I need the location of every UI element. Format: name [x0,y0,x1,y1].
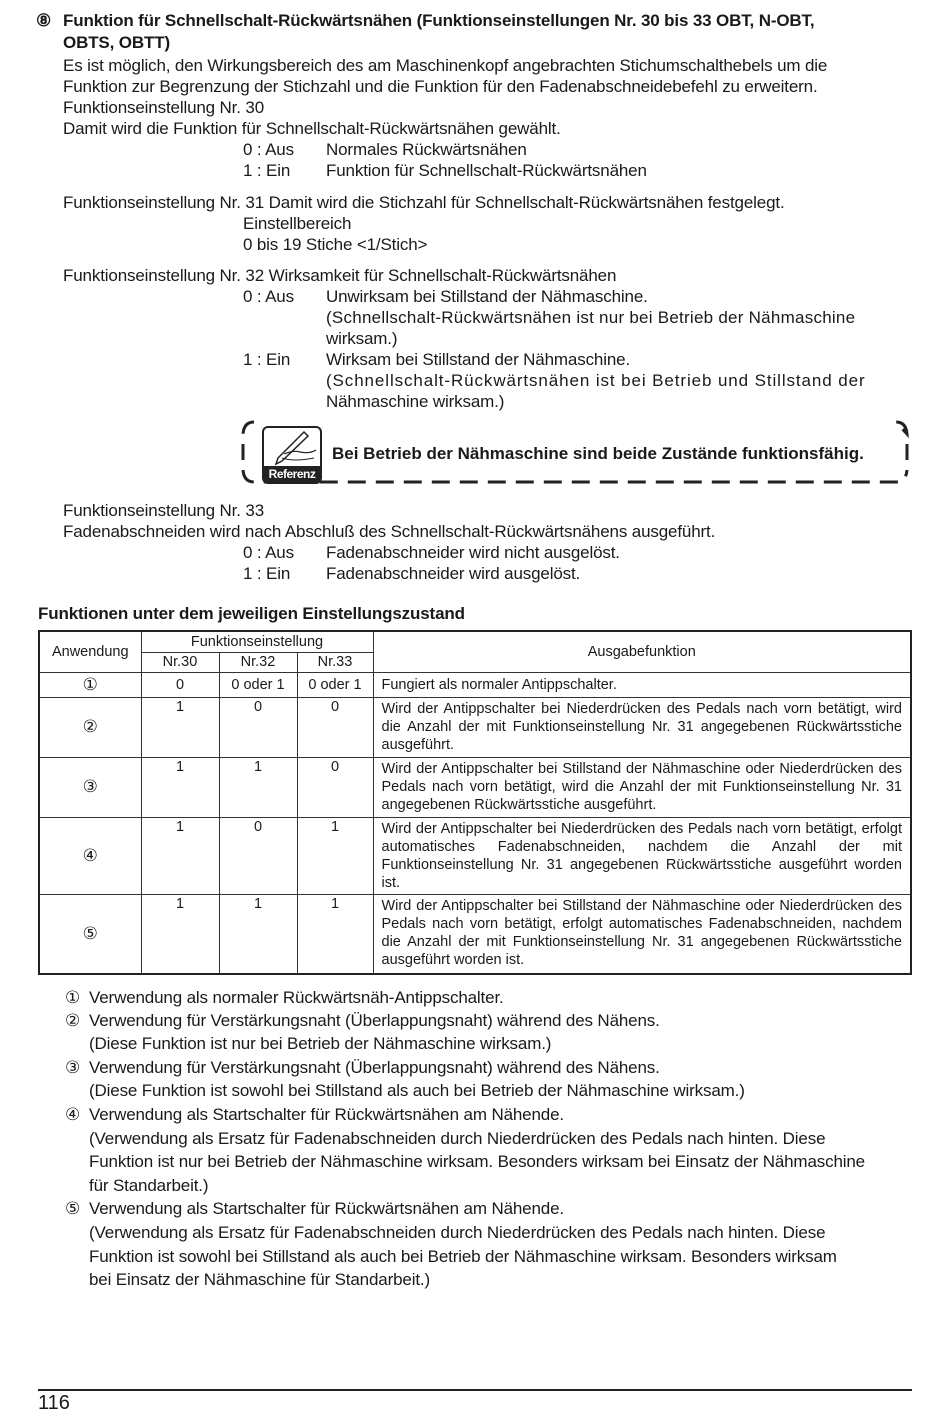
cell-nr30: 1 [141,697,219,757]
note-line: Verwendung als normaler Rückwärtsnäh-Antippschalter. [89,988,504,1007]
cell-nr32: 0 [219,817,297,894]
note-line: Funktion ist sowohl bei Stillstand als auch bei Betrieb der Nähmaschine wirksam. Besonders wirksam [89,1247,837,1266]
setting33-heading: Funktionseinstellung Nr. 33 [63,501,265,520]
page-number: 116 [38,1392,70,1414]
cell-nr30: 1 [141,817,219,894]
setting32-opt0-line: wirksam.) [326,329,398,348]
reference-label: Referenz [264,466,320,482]
header-nr32: Nr.32 [219,652,297,672]
note-line: (Verwendung als Ersatz für Fadenabschneiden durch Niederdrücken des Pedals nach hinten. Diese [89,1129,826,1148]
note-marker: ④ [65,1105,81,1124]
setting30-opt1-value: Funktion für Schnellschalt-Rückwärtsnähen [326,161,647,180]
note-line: Verwendung für Verstärkungsnaht (Überlappungsnaht) während des Nähens. [89,1058,660,1077]
setting32-heading: Funktionseinstellung Nr. 32 Wirksamkeit für Schnellschalt-Rückwärtsnähen [63,266,617,285]
table-row [39,894,911,974]
section-marker: ⑧ [36,11,52,30]
setting33-opt1-key: 1 : Ein [243,564,291,583]
cell-nr32: 0 [219,697,297,757]
table-row [39,697,911,757]
cell-nr32: 0 oder 1 [219,672,297,697]
note-line: Funktion ist nur bei Betrieb der Nähmaschine wirksam. Besonders wirksam bei Einsatz der Nähmaschine [89,1152,865,1171]
note-line: für Standarbeit.) [89,1176,209,1195]
pen-hand-icon [264,428,320,466]
note-line: Verwendung als Startschalter für Rückwärtsnähen am Nähende. [89,1105,564,1124]
note-line: bei Einsatz der Nähmaschine für Standarbeit.) [89,1270,430,1289]
note-line: (Diese Funktion ist nur bei Betrieb der Nähmaschine wirksam.) [89,1034,552,1053]
note-line: Verwendung für Verstärkungsnaht (Überlappungsnaht) während des Nähens. [89,1011,660,1030]
cell-output: Wird der Antippschalter bei Stillstand der Nähmaschine oder Niederdrücken des Pedals nach vorn betätigt, wird die Anzahl der mit Funktionseinstellung Nr. 31 angegebenen Rückwärtsstiche ausgeführt. [373,757,911,817]
note-marker: ② [65,1011,81,1030]
cell-nr33: 0 [297,757,373,817]
reference-note [240,418,910,486]
cell-app: ③ [39,757,141,817]
header-nr33: Nr.33 [297,652,373,672]
cell-app: ④ [39,817,141,894]
setting30-heading: Funktionseinstellung Nr. 30 [63,98,265,117]
note-line: Verwendung als Startschalter für Rückwärtsnähen am Nähende. [89,1199,564,1218]
header-anwendung: Anwendung [39,631,141,672]
cell-nr32: 1 [219,894,297,974]
header-nr30: Nr.30 [141,652,219,672]
cell-nr33: 1 [297,894,373,974]
table-title: Funktionen unter dem jeweiligen Einstellungszustand [38,604,465,623]
header-funktionseinstellung: Funktionseinstellung [141,631,373,652]
cell-nr30: 0 [141,672,219,697]
setting33-opt0-value: Fadenabschneider wird nicht ausgelöst. [326,543,620,562]
table-row [39,817,911,894]
setting30-opt1-key: 1 : Ein [243,161,291,180]
cell-nr30: 1 [141,894,219,974]
setting32-opt0-line: (Schnellschalt-Rückwärtsnähen ist nur bei Betrieb der Nähmaschine [326,308,856,327]
setting30-opt0-key: 0 : Aus [243,140,294,159]
cell-output: Wird der Antippschalter bei Stillstand der Nähmaschine oder Niederdrücken des Pedals nach vorn betätigt, erfolgt automatisches Fadenabschneiden, nachdem die Anzahl der mit Funktionseinstellung Nr. 31 angegebenen Rückwärtsstiche ausgeführt worden ist. [373,894,911,974]
note-marker: ③ [65,1058,81,1077]
setting31-range-label: Einstellbereich [243,214,352,233]
footer-divider [38,1389,912,1391]
section-title-line: Funktion für Schnellschalt-Rückwärtsnähen (Funktionseinstellungen Nr. 30 bis 33 OBT, N-OBT, [63,11,815,30]
table-row [39,672,911,697]
setting30-opt0-value: Normales Rückwärtsnähen [326,140,527,159]
cell-nr33: 1 [297,817,373,894]
cell-output: Fungiert als normaler Antippschalter. [373,672,911,697]
setting33-opt1-value: Fadenabschneider wird ausgelöst. [326,564,581,583]
setting32-opt1-line: Nähmaschine wirksam.) [326,392,505,411]
intro-line: Funktion zur Begrenzung der Stichzahl und die Funktion für den Fadenabschneidebefehl zu erweitern. [63,77,818,96]
setting30-desc: Damit wird die Funktion für Schnellschalt-Rückwärtsnähen gewählt. [63,119,561,138]
setting32-opt0-line: Unwirksam bei Stillstand der Nähmaschine. [326,287,648,306]
setting32-opt1-line: (Schnellschalt-Rückwärtsnähen ist bei Betrieb und Stillstand der [326,371,866,390]
settings-table [38,630,912,975]
section-title-line: OBTS, OBTT) [63,33,170,52]
setting31-heading: Funktionseinstellung Nr. 31 Damit wird die Stichzahl für Schnellschalt-Rückwärtsnähen festgelegt. [63,193,785,212]
setting33-desc: Fadenabschneiden wird nach Abschluß des Schnellschalt-Rückwärtsnähens ausgeführt. [63,522,716,541]
note-line: (Verwendung als Ersatz für Fadenabschneiden durch Niederdrücken des Pedals nach hinten. Diese [89,1223,826,1242]
setting32-opt1-key: 1 : Ein [243,350,291,369]
cell-nr30: 1 [141,757,219,817]
setting32-opt0-key: 0 : Aus [243,287,294,306]
reference-pen-icon [262,426,322,484]
setting33-opt0-key: 0 : Aus [243,543,294,562]
setting32-opt1-line: Wirksam bei Stillstand der Nähmaschine. [326,350,631,369]
cell-output: Wird der Antippschalter bei Niederdrücken des Pedals nach vorn betätigt, erfolgt automatisches Fadenabschneiden, nachdem die Anzahl der mit Funktionseinstellung Nr. 31 angegebenen Rückwärtsstiche ausgeführt worden ist. [373,817,911,894]
cell-app: ⑤ [39,894,141,974]
note-marker: ⑤ [65,1199,81,1218]
cell-nr33: 0 [297,697,373,757]
cell-nr33: 0 oder 1 [297,672,373,697]
reference-text: Bei Betrieb der Nähmaschine sind beide Zustände funktionsfähig. [332,444,864,463]
note-line: (Diese Funktion ist sowohl bei Stillstand als auch bei Betrieb der Nähmaschine wirksam.) [89,1081,745,1100]
cell-nr32: 1 [219,757,297,817]
header-ausgabefunktion: Ausgabefunktion [373,631,911,672]
note-marker: ① [65,988,81,1007]
intro-line: Es ist möglich, den Wirkungsbereich des am Maschinenkopf angebrachten Stichumschalthebels um die [63,56,828,75]
setting31-range-value: 0 bis 19 Stiche <1/Stich> [243,235,428,254]
table-row [39,757,911,817]
cell-app: ① [39,672,141,697]
cell-output: Wird der Antippschalter bei Niederdrücken des Pedals nach vorn betätigt, wird die Anzahl der mit Funktionseinstellung Nr. 31 angegebenen Rückwärtsstiche ausgeführt. [373,697,911,757]
cell-app: ② [39,697,141,757]
